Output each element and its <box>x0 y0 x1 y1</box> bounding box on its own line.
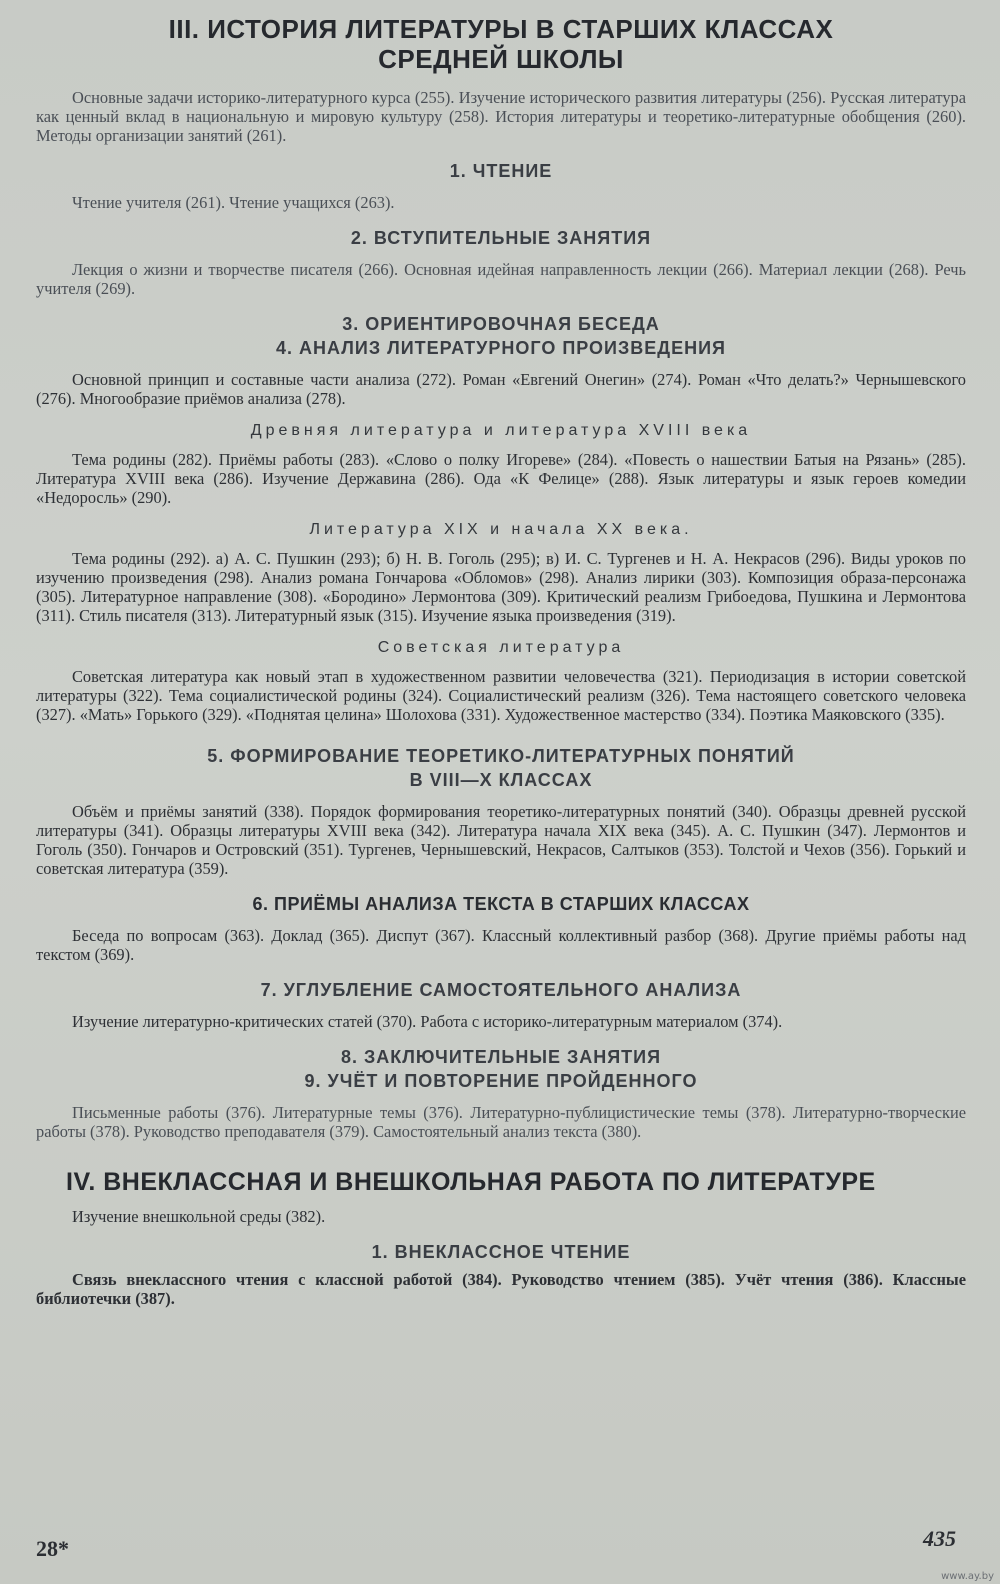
part-4-section-1-title: 1. ВНЕКЛАССНОЕ ЧТЕНИЕ <box>371 1242 631 1262</box>
watermark: www.ay.by <box>941 1571 994 1582</box>
signature-mark: 28* <box>36 1536 69 1561</box>
section-9-title: 9. УЧЁТ И ПОВТОРЕНИЕ ПРОЙДЕННОГО <box>304 1071 698 1091</box>
subsection-xix-text: Тема родины (292). а) А. С. Пушкин (293); б) Н. В. Гоголь (295); в) И. С. Тургенев и Н. А. Некрасов (296). Виды уроков по изучению произведения (298). Анализ романа Гончарова «Обломов» (298). Анализ лирики (303). Композиция образа-персонажа (305). Литературное направление (308). «Бородино» Лермонтова (309). Критический реализм Грибоедова, Пушкина и Лермонтова (311). Стиль писателя (313). Литературный язык (315). Изучение языка произведения (319). <box>36 549 966 625</box>
section-4-title: 4. АНАЛИЗ ЛИТЕРАТУРНОГО ПРОИЗВЕДЕНИЯ <box>276 338 726 358</box>
section-5-title-line-2: В VIII—X КЛАССАХ <box>409 770 593 790</box>
section-7-title: 7. УГЛУБЛЕНИЕ САМОСТОЯТЕЛЬНОГО АНАЛИЗА <box>260 980 742 1000</box>
subsection-ancient-title: Древняя литература и литература XVIII века <box>250 422 752 439</box>
section-8-title: 8. ЗАКЛЮЧИТЕЛЬНЫЕ ЗАНЯТИЯ <box>340 1047 662 1067</box>
section-1-text: Чтение учителя (261). Чтение учащихся (263). <box>72 193 395 212</box>
subsection-xix-title: Литература XIX и начала XX века. <box>309 521 693 538</box>
subsection-soviet-title: Советская литература <box>377 639 625 656</box>
section-7-text: Изучение литературно-критических статей (370). Работа с историко-литературным материалом (374). <box>72 1012 783 1031</box>
section-3-title: 3. ОРИЕНТИРОВОЧНАЯ БЕСЕДА <box>342 314 660 334</box>
section-5-text: Объём и приёмы занятий (338). Порядок формирования теоретико-литературных понятий (340). Образцы древней русской литературы (341). Образцы литературы XVIII века (342). Литература начала XIX века (345). А. С. Пушкин (347). Лермонтов и Гоголь (350). Гончаров и Островский (351). Тургенев, Чернышевский, Некрасов, Салтыков (353). Толстой и Чехов (356). Горький и советская литература (359). <box>36 802 966 878</box>
section-2-title: 2. ВСТУПИТЕЛЬНЫЕ ЗАНЯТИЯ <box>350 228 652 248</box>
part-4-title: IV. ВНЕКЛАССНАЯ И ВНЕШКОЛЬНАЯ РАБОТА ПО ЛИТЕРАТУРЕ <box>66 1168 876 1196</box>
part-3-title-line-1: III. ИСТОРИЯ ЛИТЕРАТУРЫ В СТАРШИХ КЛАССАХ <box>168 14 834 44</box>
section-6-title: 6. ПРИЁМЫ АНАЛИЗА ТЕКСТА В СТАРШИХ КЛАССАХ <box>252 894 750 914</box>
section-5-title-line-1: 5. ФОРМИРОВАНИЕ ТЕОРЕТИКО-ЛИТЕРАТУРНЫХ ПОНЯТИЙ <box>207 746 795 766</box>
subsection-soviet-text: Советская литература как новый этап в художественном развитии человечества (321). Периодизация в истории советской литературы (322). Тема социалистической родины (324). Социалистический реализм (326). Тема настоящего советского человека (327). «Мать» Горького (329). «Поднятая целина» Шолохова (331). Художественное мастерство (334). Поэтика Маяковского (335). <box>36 667 966 724</box>
part-3-title-line-2: СРЕДНЕЙ ШКОЛЫ <box>378 44 624 74</box>
page-footer <box>36 1526 966 1566</box>
section-1-title: 1. ЧТЕНИЕ <box>449 161 553 181</box>
section-6-text: Беседа по вопросам (363). Доклад (365). Диспут (367). Классный коллективный разбор (368). Другие приёмы работы над текстом (369). <box>36 926 966 964</box>
section-4-text: Основной принцип и составные части анализа (272). Роман «Евгений Онегин» (274). Роман «Что делать?» Чернышевского (276). Многообразие приёмов анализа (278). <box>36 370 966 408</box>
section-9-text: Письменные работы (376). Литературные темы (376). Литературно-публицистические темы (378). Литературно-творческие работы (378). Руководство преподавателя (379). Самостоятельный анализ текста (380). <box>36 1103 966 1141</box>
page-number: 435 <box>923 1526 956 1551</box>
part-4-section-1-text: Связь внеклассного чтения с классной работой (384). Руководство чтением (385). Учёт чтения (386). Классные библиотечки (387). <box>36 1270 966 1308</box>
subsection-ancient-text: Тема родины (282). Приёмы работы (283). «Слово о полку Игореве» (284). «Повесть о нашествии Батыя на Рязань» (285). Литература XVIII века (286). Изучение Державина (286). Ода «К Фелице» (288). Язык литературы и язык героев комедии «Недоросль» (290). <box>36 450 966 507</box>
part-3-intro: Основные задачи историко-литературного курса (255). Изучение исторического развития литературы (256). Русская литература как ценный вклад в национальную и мировую культуру (258). История литературы и теоретико-литературные обобщения (260). Методы организации занятий (261). <box>36 88 966 145</box>
section-2-text: Лекция о жизни и творчестве писателя (266). Основная идейная направленность лекции (266). Материал лекции (268). Речь учителя (269). <box>36 260 966 298</box>
part-4-intro: Изучение внешкольной среды (382). <box>72 1207 326 1226</box>
